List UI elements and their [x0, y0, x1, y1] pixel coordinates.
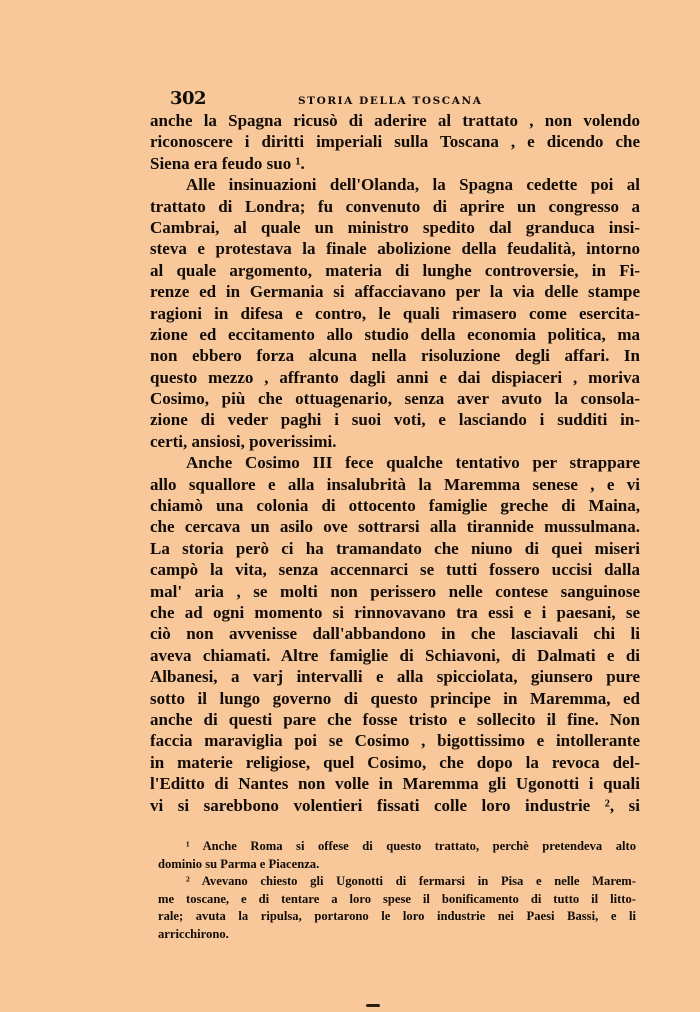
text-line: faccia maraviglia poi se Cosimo , bigottissimo e intollerante [150, 731, 640, 751]
footnote-line: arricchirono. [158, 926, 229, 941]
text-line: riconoscere i diritti imperiali sulla Toscana , e dicendo che [150, 132, 640, 152]
page-number: 302 [170, 88, 207, 109]
text-line: al quale argomento, materia di lunghe controversie, in Fi- [150, 260, 640, 280]
text-line: Siena era feudo suo ¹. [150, 153, 305, 173]
text-line: ciò non avvenisse dall'abbandono in che lasciavali chi li [150, 624, 640, 644]
footnote-line: ² Avevano chiesto gli Ugonotti di fermarsi in Pisa e nelle Marem- [186, 874, 636, 889]
text-line: trattato di Londra; fu convenuto di aprire un congresso a [150, 196, 640, 216]
footnote-line: rale; avuta la ripulsa, portarono le loro industrie nei Paesi Bassi, e li [158, 909, 636, 924]
text-line: campò la vita, senza accennarci se tutti fossero uccisi dalla [150, 560, 640, 580]
page-edge-mark [366, 1004, 380, 1007]
text-line: steva e protestava la finale abolizione della feudalità, intorno [150, 239, 640, 259]
footnote-line: ¹ Anche Roma si offese di questo trattato, perchè pretendeva alto [186, 839, 636, 853]
text-line: sotto il lungo governo di questo principe in Maremma, ed [150, 688, 640, 708]
text-line: anche di questi pare che fosse tristo e sollecito il fine. Non [150, 709, 640, 729]
text-line: aveva chiamati. Altre famiglie di Schiavoni, di Dalmati e di [150, 645, 640, 665]
text-line: vi si sarebbono volentieri fissati colle loro industrie ², si [150, 795, 640, 815]
text-line: La storia però ci ha tramandato che niuno di quei miseri [150, 538, 640, 558]
text-line: mal' aria , se molti non perissero nelle contese sanguinose [150, 581, 640, 601]
text-line: questo mezzo , affranto dagli anni e dai dispiaceri , moriva [150, 367, 640, 387]
footnote-line: dominio su Parma e Piacenza. [158, 856, 320, 871]
text-line: zione di veder paghi i suoi voti, e lasciando i sudditi in- [150, 410, 640, 430]
footnotes [158, 838, 636, 944]
text-line: Albanesi, a varj intervalli e alla spicciolata, giunsero pure [150, 667, 640, 687]
running-title: STORIA DELLA TOSCANA [298, 95, 483, 107]
text-line: anche la Spagna ricusò di aderire al trattato , non volendo [150, 111, 640, 130]
body-text [150, 110, 640, 816]
text-line: renze ed in Germania si affacciavano per la via delle stampe [150, 282, 640, 302]
text-line: non ebbero forza alcuna nella risoluzione degli affari. In [150, 346, 640, 366]
text-line: zione ed eccitamento allo studio della economia politica, ma [150, 324, 640, 344]
book-page [150, 88, 640, 816]
text-line: che cercava un asilo ove sottrarsi alla tirannide mussulmana. [150, 517, 640, 537]
footnote-line: me toscane, e di tentare a loro spese il bonificamento di tutto il litto- [158, 891, 636, 906]
text-line: Alle insinuazioni dell'Olanda, la Spagna cedette poi al [186, 175, 640, 195]
text-line: Anche Cosimo III fece qualche tentativo per strappare [186, 453, 640, 473]
text-line: chiamò una colonia di ottocento famiglie greche di Maina, [150, 496, 640, 516]
text-line: Cambrai, al quale un ministro spedito dal granduca insi- [150, 217, 640, 237]
text-line: in materie religiose, quel Cosimo, che dopo la revoca del- [150, 752, 640, 772]
text-line: l'Editto di Nantes non volle in Maremma gli Ugonotti i quali [150, 774, 640, 794]
text-line: che ad ogni momento si rinnovavano tra essi e i paesani, se [150, 602, 640, 622]
text-line: certi, ansiosi, poverissimi. [150, 431, 337, 451]
text-line: allo squallore e alla insalubrità la Maremma senese , e vi [150, 474, 640, 494]
text-line: ragioni in difesa e contro, le quali rimasero come esercita- [150, 303, 640, 323]
text-line: Cosimo, più che ottuagenario, senza aver avuto la consola- [150, 389, 640, 409]
